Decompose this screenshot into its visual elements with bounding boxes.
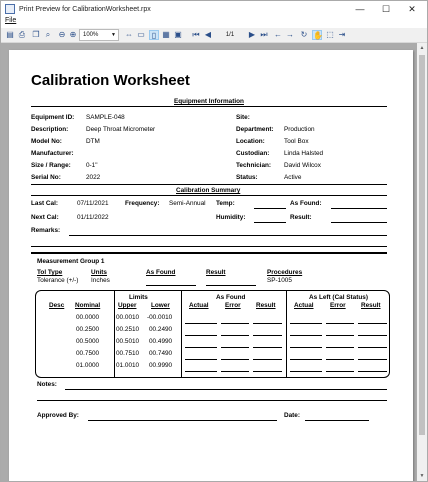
nominal-cell: 00.0000 <box>76 314 100 321</box>
entry-line <box>358 323 387 324</box>
as-found-result-header: Result <box>256 302 276 309</box>
desc-header: Desc <box>49 302 65 309</box>
entry-line <box>326 359 354 360</box>
site-label: Site: <box>236 114 250 121</box>
as-found-label: As Found: <box>290 200 322 207</box>
entry-line <box>253 359 282 360</box>
menu-file[interactable]: File <box>5 17 17 24</box>
frequency-label: Frequency: <box>125 200 160 207</box>
notes-line <box>37 400 387 401</box>
multi-page-icon[interactable]: ▦ <box>162 30 170 39</box>
size-range-value: 0-1" <box>86 162 98 169</box>
next-page-icon[interactable]: ▶ <box>248 30 256 39</box>
upper-header: Upper <box>118 302 137 309</box>
as-found-table-header: As Found <box>216 294 246 301</box>
entry-line <box>290 323 322 324</box>
entry-line <box>326 323 354 324</box>
as-found-line <box>146 285 196 286</box>
app-icon <box>5 4 15 14</box>
entry-line <box>253 347 282 348</box>
entry-line <box>221 347 249 348</box>
prev-page-icon[interactable]: ◀ <box>204 30 212 39</box>
back-icon[interactable]: ← <box>274 30 282 39</box>
lower-cell: 00.9990 <box>149 362 173 369</box>
entry-line <box>185 371 217 372</box>
fit-width-icon[interactable]: ⇔ <box>125 30 133 39</box>
department-value: Production <box>284 126 315 133</box>
entry-line <box>358 359 387 360</box>
continuous-icon[interactable]: ▣ <box>174 30 182 39</box>
last-cal-label: Last Cal: <box>31 200 58 207</box>
close-button[interactable]: ✕ <box>408 3 416 14</box>
approved-by-label: Approved By: <box>37 412 79 419</box>
first-page-icon[interactable]: ⏮ <box>192 30 200 39</box>
nominal-cell: 00.7500 <box>76 350 100 357</box>
entry-line <box>358 347 387 348</box>
page-number[interactable]: 1/1 <box>225 32 235 38</box>
as-found-header: As Found <box>146 269 176 276</box>
units-header: Units <box>91 269 107 276</box>
serial-no-label: Serial No: <box>31 174 61 181</box>
equipment-id-value: SAMPLE-048 <box>86 114 125 121</box>
entry-line <box>358 335 387 336</box>
serial-no-value: 2022 <box>86 174 101 181</box>
lower-cell: 00.2490 <box>149 326 173 333</box>
entry-line <box>326 347 354 348</box>
notes-label: Notes: <box>37 381 57 388</box>
model-no-label: Model No: <box>31 138 62 145</box>
scroll-up-icon[interactable]: ▲ <box>419 45 425 51</box>
preview-viewport[interactable] <box>1 43 427 481</box>
group-title: Measurement Group 1 <box>37 258 105 265</box>
result-line <box>206 285 256 286</box>
toc-icon[interactable]: ▤ <box>6 30 14 39</box>
zoom-select[interactable]: 100% ▼ <box>79 29 119 41</box>
entry-line <box>221 335 249 336</box>
maximize-button[interactable]: ☐ <box>381 3 391 14</box>
as-found-error-header: Error <box>225 302 241 309</box>
as-found-line <box>331 208 387 209</box>
upper-cell: 00.2510 <box>116 326 140 333</box>
date-label: Date: <box>284 412 300 419</box>
entry-line <box>221 371 249 372</box>
procedures-header: Procedures <box>267 269 303 276</box>
date-line <box>305 420 369 421</box>
units-value: Inches <box>91 277 110 284</box>
report-page <box>9 50 413 481</box>
print-icon[interactable]: ⎙ <box>18 30 26 39</box>
nominal-header: Nominal <box>75 302 101 309</box>
entry-line <box>253 371 282 372</box>
tol-type-value: Tolerance (+/-) <box>37 277 79 284</box>
nominal-cell: 01.0000 <box>76 362 100 369</box>
zoom-in-icon[interactable]: ⊕ <box>69 30 77 39</box>
custodian-value: Linda Halsted <box>284 150 324 157</box>
custodian-label: Custodian: <box>236 150 270 157</box>
department-label: Department: <box>236 126 274 133</box>
entry-line <box>290 371 322 372</box>
copy-icon[interactable]: ❐ <box>32 30 40 39</box>
entry-line <box>185 347 217 348</box>
export-icon[interactable]: ⇥ <box>338 30 346 39</box>
upper-cell: 00.7510 <box>116 350 140 357</box>
pan-hand-icon[interactable]: ✋ <box>313 31 323 40</box>
lower-cell: 00.4990 <box>149 338 173 345</box>
model-no-value: DTM <box>86 138 100 145</box>
divider <box>31 106 387 107</box>
result-line <box>331 222 387 223</box>
entry-line <box>253 335 282 336</box>
next-cal-value: 01/11/2022 <box>77 214 109 221</box>
entry-line <box>290 335 322 336</box>
technician-label: Technician: <box>236 162 272 169</box>
status-label: Status: <box>236 174 258 181</box>
entry-line <box>326 335 354 336</box>
menu-bar <box>1 17 427 28</box>
humidity-line <box>254 222 286 223</box>
lower-cell: 00.7490 <box>149 350 173 357</box>
refresh-icon[interactable]: ↻ <box>300 30 308 39</box>
table-divider <box>286 290 287 378</box>
vertical-scrollbar[interactable] <box>417 43 427 481</box>
zoom-out-icon[interactable]: ⊖ <box>58 30 66 39</box>
upper-cell: 00.5010 <box>116 338 140 345</box>
table-divider <box>114 290 115 378</box>
as-left-actual-header: Actual <box>294 302 314 309</box>
single-page-icon[interactable]: ▯ <box>149 30 159 40</box>
entry-line <box>185 335 217 336</box>
as-left-result-header: Result <box>361 302 381 309</box>
tol-type-header: Tol Type <box>37 269 63 276</box>
entry-line <box>185 359 217 360</box>
equipment-info-header: Equipment Information <box>174 98 244 105</box>
remarks-line <box>31 246 387 247</box>
scroll-down-icon[interactable]: ▼ <box>419 473 425 479</box>
nominal-cell: 00.5000 <box>76 338 100 345</box>
location-value: Tool Box <box>284 138 309 145</box>
fit-page-icon[interactable]: ▭ <box>137 30 145 39</box>
last-cal-value: 07/11/2021 <box>77 200 109 207</box>
divider <box>31 252 387 254</box>
frequency-value: Semi-Annual <box>169 200 206 207</box>
upper-cell: 00.0010 <box>116 314 140 321</box>
size-range-label: Size / Range: <box>31 162 71 169</box>
manufacturer-label: Manufacturer: <box>31 150 74 157</box>
report-title: Calibration Worksheet <box>31 72 190 89</box>
selection-icon[interactable]: ⬚ <box>326 30 334 39</box>
entry-line <box>185 323 217 324</box>
entry-line <box>221 323 249 324</box>
as-left-header: As Left (Cal Status) <box>309 294 368 301</box>
description-value: Deep Throat Micrometer <box>86 126 156 133</box>
temp-line <box>254 208 286 209</box>
title-bar <box>1 1 427 17</box>
remarks-label: Remarks: <box>31 227 61 234</box>
entry-line <box>290 347 322 348</box>
description-label: Description: <box>31 126 69 133</box>
table-divider <box>181 290 182 378</box>
technician-value: David Wilcox <box>284 162 321 169</box>
limits-header: Limits <box>129 294 148 301</box>
remarks-line <box>69 235 387 236</box>
nominal-cell: 00.2500 <box>76 326 100 333</box>
lower-header: Lower <box>151 302 170 309</box>
lower-cell: -00.0010 <box>147 314 173 321</box>
as-left-error-header: Error <box>330 302 346 309</box>
forward-icon[interactable]: → <box>286 30 294 39</box>
entry-line <box>221 359 249 360</box>
divider <box>31 184 387 185</box>
next-cal-label: Next Cal: <box>31 214 59 221</box>
location-label: Location: <box>236 138 265 145</box>
result-header: Result <box>206 269 226 276</box>
temp-label: Temp: <box>216 200 235 207</box>
entry-line <box>290 359 322 360</box>
minimize-button[interactable]: — <box>355 4 365 14</box>
humidity-label: Humidity: <box>216 214 246 221</box>
toolbar <box>1 28 427 43</box>
procedure-value: SP-1005 <box>267 277 292 284</box>
entry-line <box>358 371 387 372</box>
window-title: Print Preview for CalibrationWorksheet.rpx <box>19 5 151 13</box>
find-icon[interactable]: ⌕ <box>45 30 51 39</box>
status-value: Active <box>284 174 302 181</box>
divider <box>31 195 387 196</box>
upper-cell: 01.0010 <box>116 362 140 369</box>
notes-line <box>65 389 387 390</box>
calibration-summary-header: Calibration Summary <box>176 187 241 194</box>
entry-line <box>253 323 282 324</box>
equipment-id-label: Equipment ID: <box>31 114 75 121</box>
approved-by-line <box>88 420 277 421</box>
scroll-thumb[interactable] <box>419 55 425 435</box>
last-page-icon[interactable]: ⏭ <box>260 30 268 39</box>
result-label: Result: <box>290 214 312 221</box>
entry-line <box>326 371 354 372</box>
as-found-actual-header: Actual <box>189 302 209 309</box>
